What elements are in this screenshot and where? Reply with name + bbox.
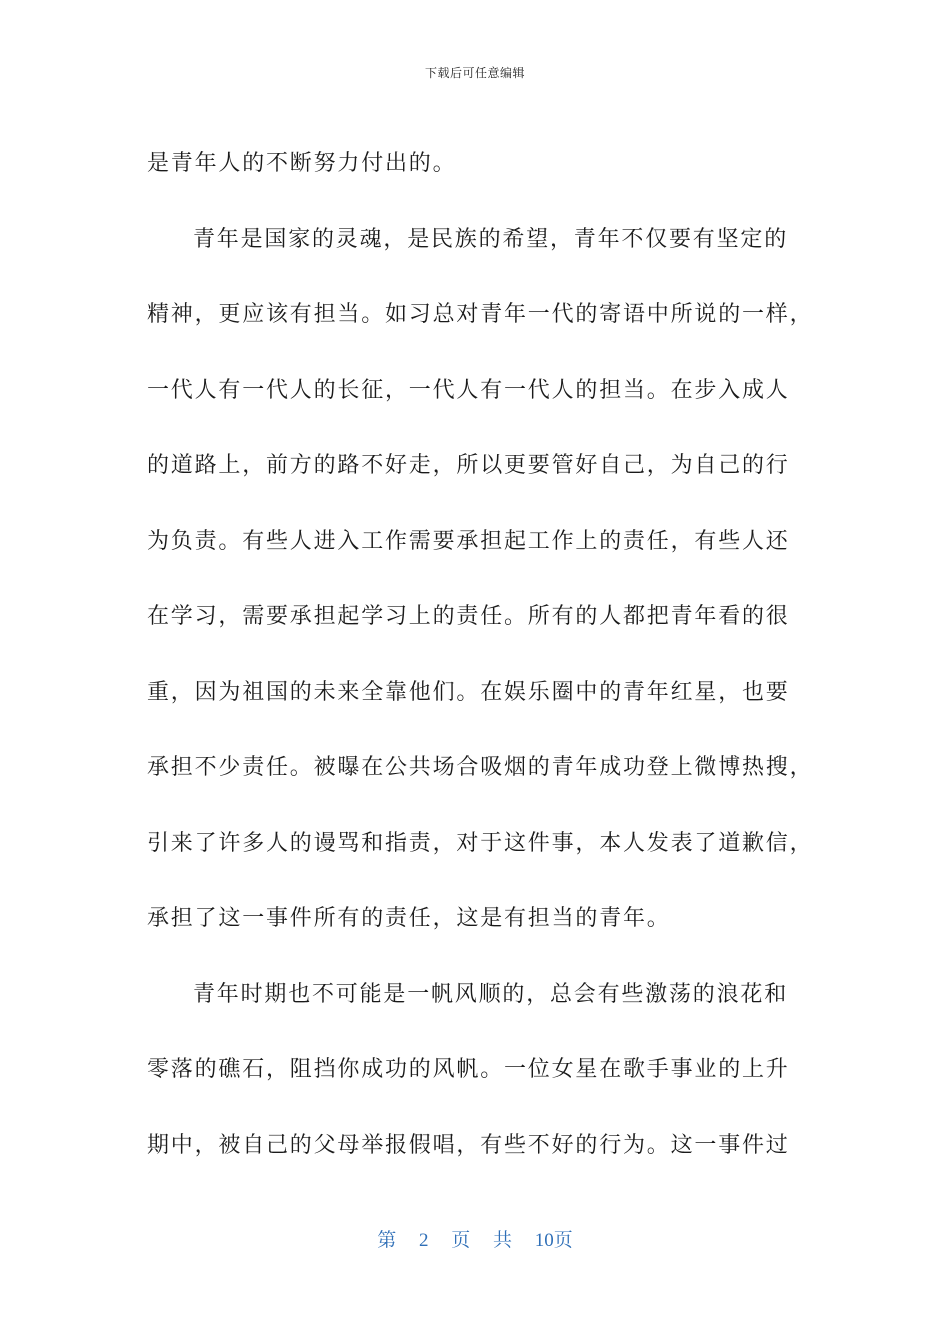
text-line: 重，因为祖国的未来全靠他们。在娱乐圈中的青年红星，也要	[147, 679, 790, 705]
text-line: 零落的礁石，阻挡你成功的风帆。一位女星在歌手事业的上升	[147, 1057, 790, 1082]
text-line: 青年是国家的灵魂，是民族的希望，青年不仅要有坚定的	[193, 226, 789, 252]
text-line: 引来了许多人的谩骂和指责，对于这件事，本人发表了道歉信，	[147, 830, 814, 856]
text-line: 在学习，需要承担起学习上的责任。所有的人都把青年看的很	[147, 604, 790, 629]
text-line: 一代人有一代人的长征，一代人有一代人的担当。在步入成人	[147, 377, 790, 403]
text-line: 期中，被自己的父母举报假唱，有些不好的行为。这一事件过	[147, 1132, 790, 1158]
footer-current-page: 2	[418, 1230, 429, 1251]
text-line: 承担了这一事件所有的责任，这是有担当的青年。	[147, 906, 671, 931]
text-line: 青年时期也不可能是一帆风顺的，总会有些激荡的浪花和	[193, 981, 789, 1007]
text-line: 的道路上，前方的路不好走，所以更要管好自己，为自己的行	[147, 453, 790, 478]
text-line: 是青年人的不断努力付出的。	[147, 151, 457, 176]
header-note: 下载后可任意编辑	[424, 66, 525, 80]
text-line: 为负责。有些人进入工作需要承担起工作上的责任，有些人还	[147, 528, 790, 554]
page-footer	[0, 1225, 950, 1252]
footer-total-prefix: 共	[493, 1230, 513, 1251]
footer-page-word: 页	[451, 1230, 471, 1251]
text-line: 精神，更应该有担当。如习总对青年一代的寄语中所说的一样，	[147, 302, 814, 327]
footer-prefix: 第	[377, 1230, 397, 1251]
text-line: 承担不少责任。被曝在公共场合吸烟的青年成功登上微博热搜，	[147, 755, 814, 780]
body-text	[147, 126, 814, 1183]
footer-total-pages: 10页	[534, 1230, 573, 1251]
